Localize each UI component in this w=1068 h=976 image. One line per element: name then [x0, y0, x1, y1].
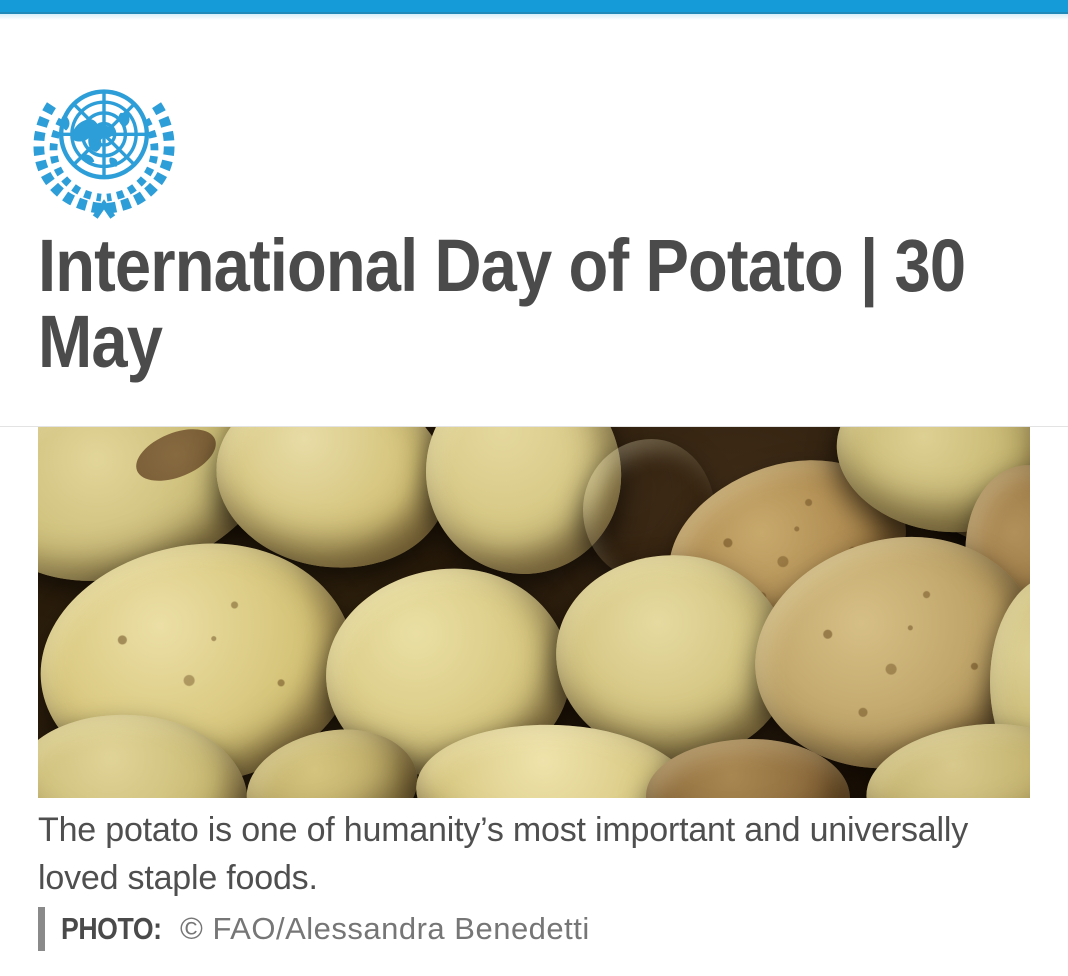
photo-credit-text: © FAO/Alessandra Benedetti — [180, 911, 590, 946]
article-photo — [38, 427, 1030, 798]
page-title: International Day of Potato | 30 May — [38, 224, 966, 383]
photo-caption: The potato is one of humanity’s most important and universally loved staple foods. — [38, 811, 969, 897]
site-accent-bar — [0, 0, 1068, 14]
site-accent-fade — [0, 14, 1068, 20]
photo-credit-bar — [38, 907, 45, 951]
photo-credit — [38, 906, 590, 952]
un-emblem-icon[interactable] — [26, 74, 182, 220]
photo-credit-label: PHOTO: — [61, 911, 162, 946]
